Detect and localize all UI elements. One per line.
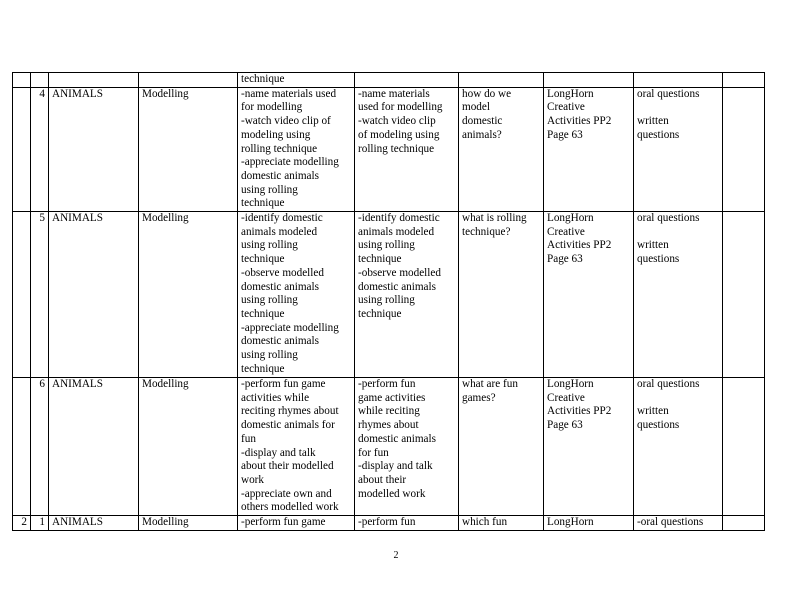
remarks-cell bbox=[723, 378, 765, 516]
strand-cell: ANIMALS bbox=[49, 378, 139, 516]
strand-cell: ANIMALS bbox=[49, 87, 139, 211]
lesson-cell: 5 bbox=[31, 212, 49, 378]
table-row bbox=[13, 73, 765, 88]
resources-cell bbox=[544, 73, 634, 88]
sub-strand-cell: Modelling bbox=[139, 516, 238, 531]
week-cell bbox=[13, 378, 31, 516]
week-cell bbox=[13, 212, 31, 378]
table-row bbox=[13, 212, 765, 378]
learning-experiences-cell: -identify domestic animals modeled using rolling technique -observe modelled domestic animals using rolling technique bbox=[355, 212, 459, 378]
table-row bbox=[13, 87, 765, 211]
inquiry-question-cell bbox=[459, 73, 544, 88]
scheme-of-work-table bbox=[12, 72, 765, 531]
sub-strand-cell: Modelling bbox=[139, 87, 238, 211]
learning-experiences-cell: -perform fun bbox=[355, 516, 459, 531]
learning-outcomes-cell: -perform fun game activities while reciting rhymes about domestic animals for fun -display and talk about their modelled work -appreciate own and others modelled work bbox=[238, 378, 355, 516]
resources-cell: LongHorn Creative Activities PP2 Page 63 bbox=[544, 212, 634, 378]
week-cell bbox=[13, 73, 31, 88]
remarks-cell bbox=[723, 212, 765, 378]
learning-outcomes-cell: -perform fun game bbox=[238, 516, 355, 531]
learning-experiences-cell: -perform fun game activities while reciting rhymes about domestic animals for fun -display and talk about their modelled work bbox=[355, 378, 459, 516]
week-cell bbox=[13, 87, 31, 211]
week-cell: 2 bbox=[13, 516, 31, 531]
inquiry-question-cell: what are fun games? bbox=[459, 378, 544, 516]
remarks-cell bbox=[723, 73, 765, 88]
strand-cell: ANIMALS bbox=[49, 516, 139, 531]
resources-cell: LongHorn bbox=[544, 516, 634, 531]
strand-cell bbox=[49, 73, 139, 88]
table-row bbox=[13, 378, 765, 516]
assessment-cell bbox=[634, 73, 723, 88]
inquiry-question-cell: how do we model domestic animals? bbox=[459, 87, 544, 211]
assessment-cell: oral questions written questions bbox=[634, 87, 723, 211]
learning-experiences-cell bbox=[355, 73, 459, 88]
table-row bbox=[13, 516, 765, 531]
sub-strand-cell: Modelling bbox=[139, 378, 238, 516]
assessment-cell: oral questions written questions bbox=[634, 212, 723, 378]
learning-experiences-cell: -name materials used for modelling -watch video clip of modeling using rolling technique bbox=[355, 87, 459, 211]
lesson-cell: 6 bbox=[31, 378, 49, 516]
page-number: 2 bbox=[393, 550, 399, 561]
remarks-cell bbox=[723, 87, 765, 211]
assessment-cell: oral questions written questions bbox=[634, 378, 723, 516]
remarks-cell bbox=[723, 516, 765, 531]
lesson-cell: 4 bbox=[31, 87, 49, 211]
lesson-cell: 1 bbox=[31, 516, 49, 531]
inquiry-question-cell: which fun bbox=[459, 516, 544, 531]
strand-cell: ANIMALS bbox=[49, 212, 139, 378]
sub-strand-cell bbox=[139, 73, 238, 88]
inquiry-question-cell: what is rolling technique? bbox=[459, 212, 544, 378]
learning-outcomes-cell: -identify domestic animals modeled using rolling technique -observe modelled domestic animals using rolling technique -appreciate modelling domestic animals using rolling technique bbox=[238, 212, 355, 378]
resources-cell: LongHorn Creative Activities PP2 Page 63 bbox=[544, 87, 634, 211]
sub-strand-cell: Modelling bbox=[139, 212, 238, 378]
lesson-cell bbox=[31, 73, 49, 88]
assessment-cell: -oral questions bbox=[634, 516, 723, 531]
resources-cell: LongHorn Creative Activities PP2 Page 63 bbox=[544, 378, 634, 516]
learning-outcomes-cell: -name materials used for modelling -watch video clip of modeling using rolling technique -appreciate modelling domestic animals using rolling technique bbox=[238, 87, 355, 211]
learning-outcomes-cell: technique bbox=[238, 73, 355, 88]
